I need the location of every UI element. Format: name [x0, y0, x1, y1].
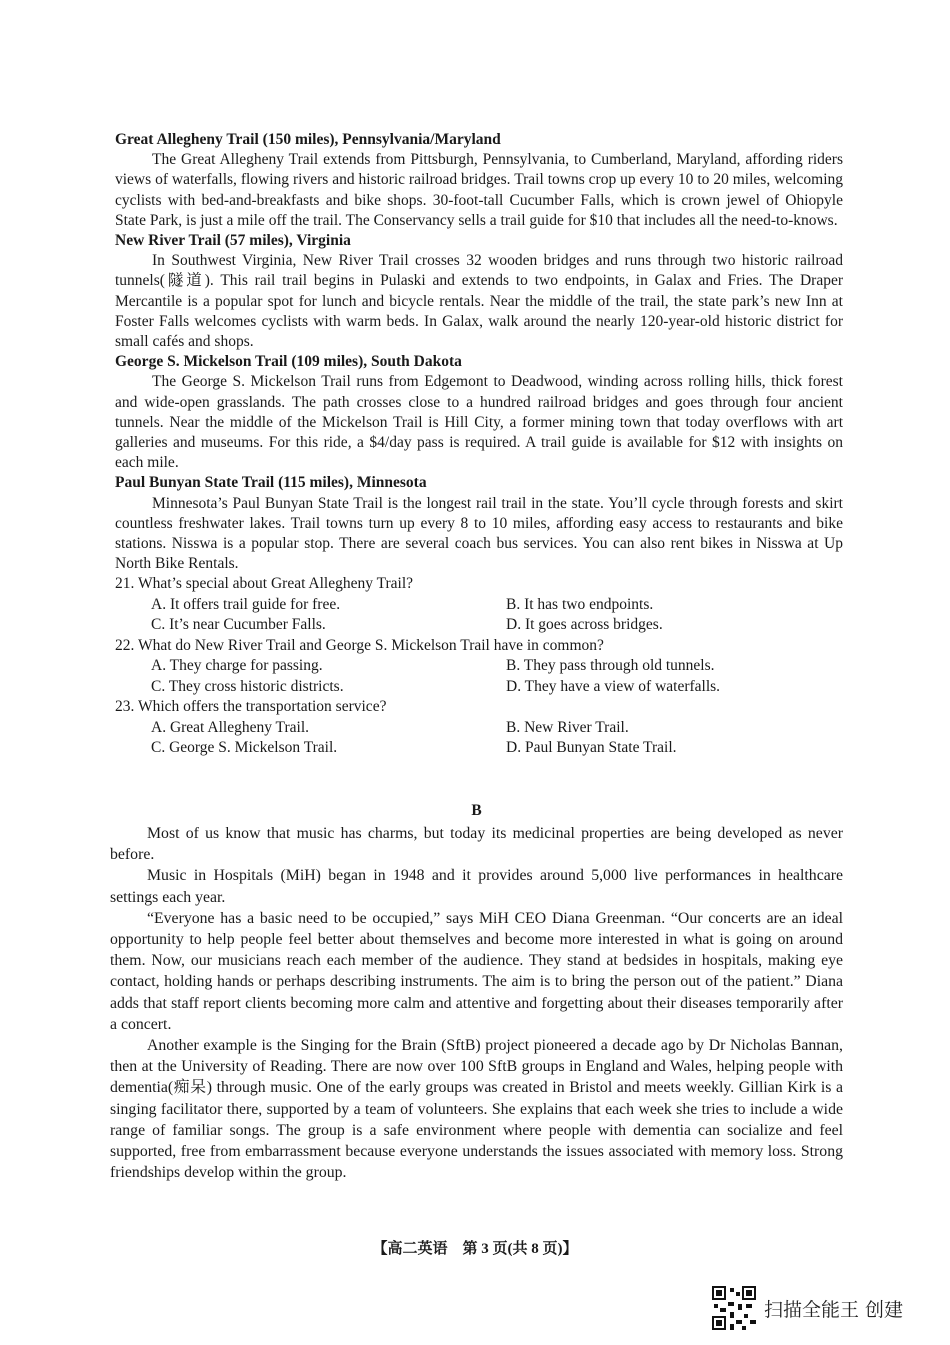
- trail-body-4: Minnesota’s Paul Bunyan State Trail is the longest rail trail in the state. You’ll cycle through forests and skirt countless freshwater lakes. Trail towns turn up every 8 to 10 miles, affording easy access to restaurants and bike stations. Nisswa is a popular stop. There are several coach bus services. You can also rent bikes in Nisswa at Up North Bike Rentals.: [115, 494, 843, 573]
- option-c: C. They cross historic districts.: [151, 677, 344, 695]
- qr-code-icon: [712, 1286, 756, 1330]
- option-a: A. Great Allegheny Trail.: [151, 718, 309, 736]
- option-c: C. George S. Mickelson Trail.: [151, 739, 338, 757]
- section-b-paragraph-4: Another example is the Singing for the Brain (SftB) project pioneered a decade ago by Dr Nicholas Bannan, then at the University of Reading. There are now over 100 SftB groups in England and Wales, helping people with dementia(痴呆) through music. One of the early groups was created in Bristol and meets weekly. Gillian Kirk is a singing facilitator there, supported by a team of volunteers. She explains that each week she tries to include a wide range of familiar songs. The group is a safe environment where people with dementia can socialize and feel supported, free from embarrassment because everyone understands the issues associated with memory loss. Strong friendships develop within the group.: [110, 1037, 843, 1182]
- trail-heading-3: George S. Mickelson Trail (109 miles), South Dakota: [115, 353, 462, 371]
- option-b: B. It has two endpoints.: [506, 595, 654, 613]
- question-stem: 23. Which offers the transportation service?: [115, 698, 387, 716]
- trail-heading-2: New River Trail (57 miles), Virginia: [115, 232, 351, 250]
- section-b-label: B: [471, 802, 482, 819]
- trail-heading-1: Great Allegheny Trail (150 miles), Pennsylvania/Maryland: [115, 131, 501, 148]
- trail-body-1: The Great Allegheny Trail extends from Pittsburgh, Pennsylvania, to Cumberland, Maryland, affording riders views of waterfalls, flowing rivers and historic railroad bridges. Trail towns crop up every 10 to 20 miles, welcoming cyclists with bed-and-breakfasts and bike shops. 30-foot-tall Cucumber Falls, which is crown jewel of Ohiopyle State Park, is just a mile off the trail. The Conservancy sells a trail guide for $10 that includes all the need-to-knows.: [115, 151, 843, 229]
- section-b-paragraph-1: Most of us know that music has charms, but today its medicinal properties are being developed as never before.: [110, 825, 843, 864]
- option-a: A. They charge for passing.: [151, 657, 323, 675]
- question-stem: 21. What’s special about Great Allegheny Trail?: [115, 575, 414, 593]
- section-b-paragraph-2: Music in Hospitals (MiH) began in 1948 and it provides around 5,000 live performances in healthcare settings each year.: [110, 867, 843, 906]
- trail-body-2: In Southwest Virginia, New River Trail crosses 32 wooden bridges and runs through two historic railroad tunnels(隧道). This rail trail begins in Pulaski and extends to two endpoints, in Galax and Fries. The Draper Mercantile is a popular spot for lunch and bicycle rentals. Near the middle of the trail, the state park’s new Inn at Foster Falls welcomes cyclists with warm beds. In Galax, walk around the nearly 120-year-old historic district for small cafés and shops.: [115, 252, 843, 351]
- option-d: D. Paul Bunyan State Trail.: [506, 739, 677, 757]
- option-a: A. It offers trail guide for free.: [151, 595, 341, 613]
- scanner-stamp-text: 扫描全能王 创建: [764, 1298, 904, 1321]
- section-b-paragraph-3: “Everyone has a basic need to be occupied,” says MiH CEO Diana Greenman. “Our concerts are an ideal opportunity to help people feel better about themselves and become more interested in what is going on around them. Now, our musicians reach each member of the audience. They stand at bedsides in hospitals, making eye contact, holding hands or perhaps describing instruments. The aim is to bring the person out of the patient.” Diana adds that staff report clients becoming more calm and attentive and forgetting about their diseases temporarily after a concert.: [110, 909, 843, 1033]
- trail-heading-4: Paul Bunyan State Trail (115 miles), Minnesota: [115, 474, 427, 492]
- trail-body-3: The George S. Mickelson Trail runs from Edgemont to Deadwood, winding across rolling hills, thick forest and wide-open grasslands. The path crosses close to a hundred railroad bridges and goes through four ancient tunnels. Near the middle of the Mickelson Trail is Hill City, a former mining town that today overflows with art galleries and museums. For this ride, a $4/day pass is required. A trail guide is available for $12 with insights on each mile.: [115, 373, 843, 472]
- section-a: [115, 130, 843, 759]
- scanner-stamp: [712, 1286, 903, 1330]
- option-b: B. They pass through old tunnels.: [506, 657, 715, 675]
- question-22: [115, 636, 843, 698]
- question-23: [115, 697, 843, 759]
- question-21: [115, 574, 843, 636]
- option-c: C. It’s near Cucumber Falls.: [151, 616, 326, 634]
- option-d: D. They have a view of waterfalls.: [506, 677, 721, 695]
- option-d: D. It goes across bridges.: [506, 616, 663, 634]
- page-footer: 【高二英语 第 3 页(共 8 页)】: [372, 1241, 578, 1257]
- option-b: B. New River Trail.: [506, 718, 629, 736]
- section-b: [110, 800, 843, 1183]
- question-stem: 22. What do New River Trail and George S. Mickelson Trail have in common?: [115, 636, 604, 654]
